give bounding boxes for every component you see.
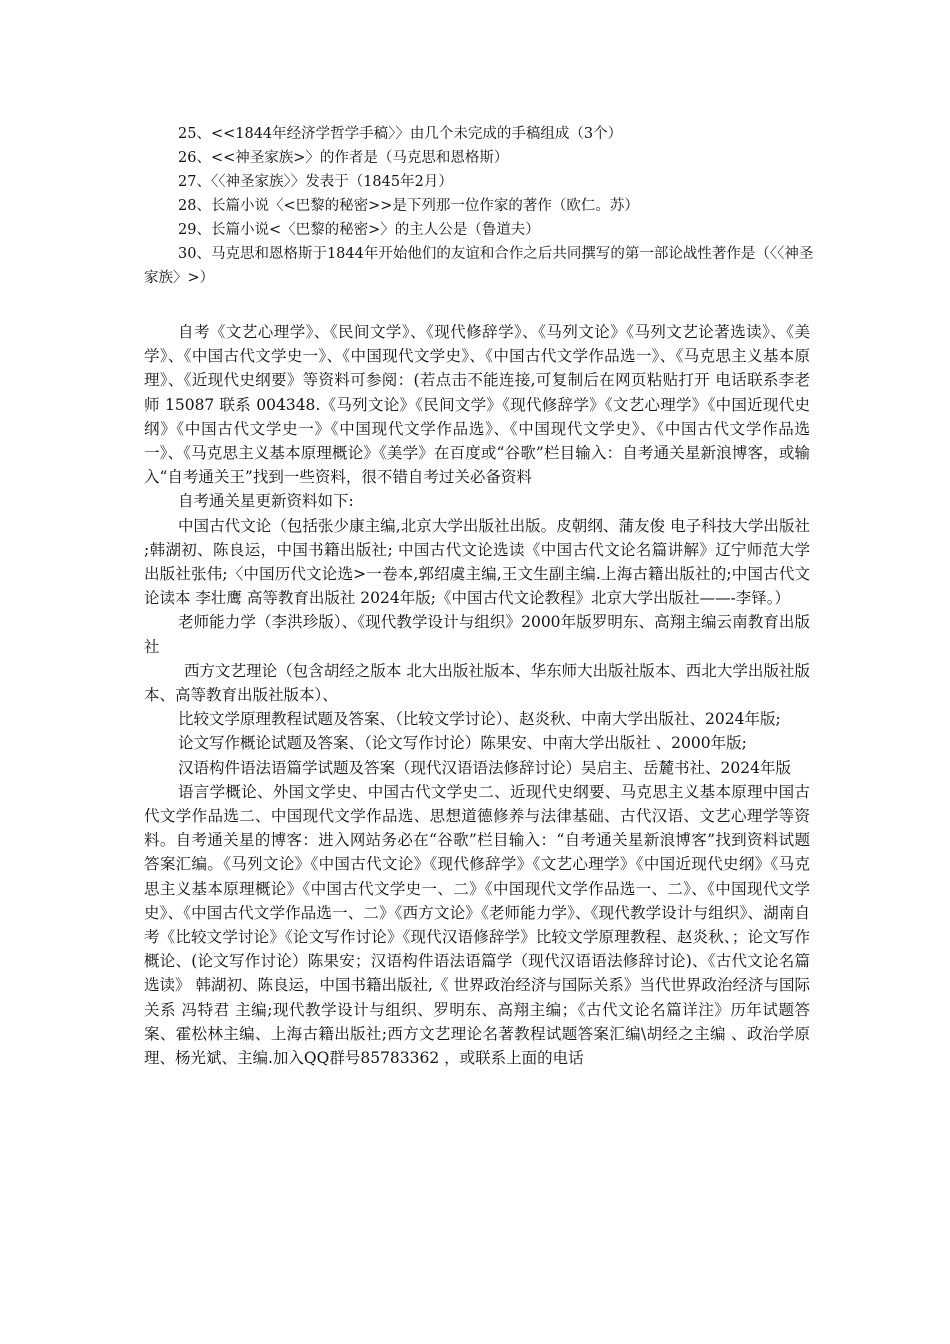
paragraph: 论文写作概论试题及答案、（论文写作讨论）陈果安、中南大学出版社 、2000年版; [178, 734, 747, 753]
question-list [144, 122, 824, 290]
paragraph: 西方文艺理论（包含胡经之版本 北大出版社版本、华东师大出版社版本、西北大学出版社版本、高等教育出版社版本）、 [144, 661, 810, 705]
question-item: 28、长篇小说〈<巴黎的秘密>>是下列那一位作家的著作（欧仁。苏） [178, 198, 639, 214]
paragraph: 老师能力学（李洪珍版）、《现代教学设计与组织》2000年版罗明东、高翔主编云南教育出版社 [144, 613, 810, 656]
question-item: 27、〈〈神圣家族〉〉发表于（1845年2月） [178, 174, 453, 190]
paragraph: 汉语构件语法语篇学试题及答案（现代汉语语法修辞讨论）吴启主、岳麓书社、2024年版 [178, 758, 791, 777]
question-item: 30、马克思和恩格斯于1844年开始他们的友谊和合作之后共同撰写的第一部论战性著作是（〈〈神圣家族〉>） [144, 246, 814, 286]
question-item: 29、长篇小说<〈巴黎的秘密>〉的主人公是（鲁道夫） [178, 222, 540, 238]
paragraph: 自考通关星更新资料如下: [178, 492, 354, 511]
question-item: 25、<<1844年经济学哲学手稿〉〉由几个未完成的手稿组成（3个） [178, 126, 623, 142]
paragraph: 自考《文艺心理学》、《民间文学》、《现代修辞学》、《马列文论》《马列文艺论著选读》、《美学》、《中国古代文学史一》、《中国现代文学史》、《中国古代文学作品选一》、《马克思主义基本原理》、《近现代史纲要》等资料可参阅：(若点击不能连接,可复制后在网页粘贴打开 电话联系李老师 15087 联系 004348.《马列文论》《民间文学》《现代修辞学》《文艺心理学》《中国近现代史纲》《中国古代文学史一》《中国现代文学作品选》、《中国现代文学史》、《中国古代文学作品选一》、《马克思主义基本原理概论》《美学》在百度或“谷歌”栏目输入：自考通关星新浪博客，或输入“自考通关王”找到一些资料，很不错自考过关必备资料 [144, 323, 810, 487]
body-text [144, 320, 810, 1070]
paragraph: 比较文学原理教程试题及答案、（比较文学讨论）、赵炎秋、中南大学出版社、2024年版; [178, 710, 781, 729]
paragraph: 语言学概论、外国文学史、中国古代文学史二、近现代史纲要、马克思主义基本原理中国古代文学作品选二、中国现代文学作品选、思想道德修养与法律基础、古代汉语、文艺心理学等资料。自考通关星的博客：进入网站务必在“谷歌”栏目输入：“自考通关星新浪博客”找到资料试题答案汇编。《马列文论》《中国古代文论》《现代修辞学》《文艺心理学》《中国近现代史纲》《马克思主义基本原理概论》《中国古代文学史一、二》《中国现代文学作品选一、二》、《中国现代文学史》、《中国古代文学作品选一、二》《西方文论》《老师能力学》、《现代教学设计与组织》、湖南自考《比较文学讨论》《论文写作讨论》《现代汉语修辞学》比较文学原理教程、赵炎秋、；论文写作概论、(论文写作讨论）陈果安；汉语构件语法语篇学（现代汉语语法修辞讨论)、《古代文论名篇选读》 韩湖初、陈良运，中国书籍出版社,《 世界政治经济与国际关系》当代世界政治经济与国际关系 冯特君 主编;现代教学设计与组织、罗明东、高翔主编；《古代文论名篇详注》历年试题答案、霍松林主编、上海古籍出版社;西方文艺理论名著教程试题答案汇编\胡经之主编 、政治学原理、杨光斌、主编.加入QQ群号85783362 ，或联系上面的电话 [144, 782, 810, 1068]
question-item: 26、<<神圣家族>〉的作者是（马克思和恩格斯） [178, 150, 509, 166]
paragraph: 中国古代文论（包括张少康主编,北京大学出版社出版。皮朝纲、蒲友俊 电子科技大学出版社 ;韩湖初、陈良运，中国书籍出版社; 中国古代文论选读《中国古代文论名篇讲解》辽宁师范大学出版社张伟;〈中国历代文论选>一卷本,郭绍虞主编,王文生副主编.上海古籍出版社的;中国古代文论读本 李壮鹰 高等教育出版社 2024年版;《中国古代文论教程》北京大学出版社——-李铎。） [144, 516, 810, 608]
